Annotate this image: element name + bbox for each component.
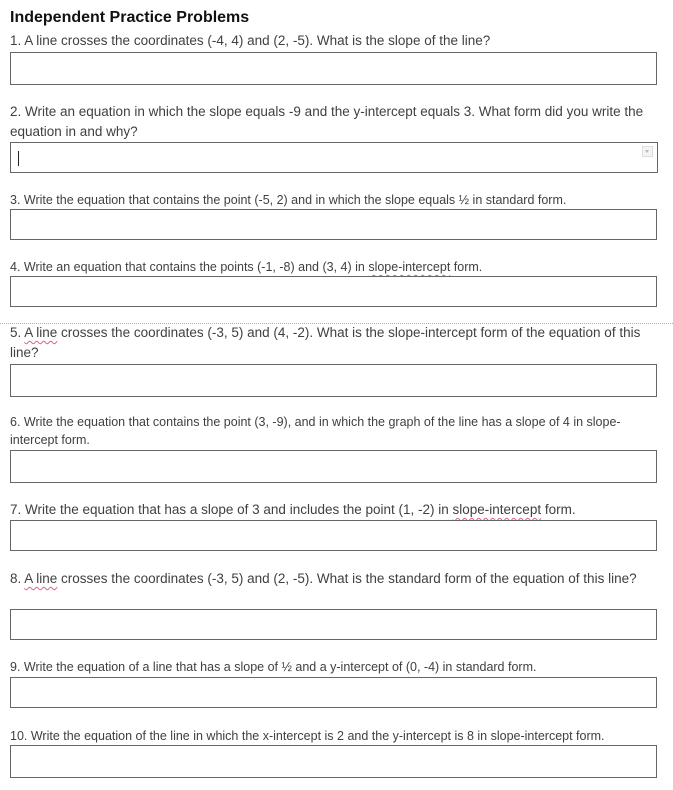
question-7-text xyxy=(10,500,660,520)
question-7-text-part-a: 7. Write the equation that has a slope of 3 and includes the point (1, -2) in xyxy=(10,502,453,517)
question-8-flagged-word: A line xyxy=(24,571,58,586)
question-3-text: 3. Write the equation that contains the point (-5, 2) and in which the slope equals ½ in standard form. xyxy=(10,193,567,207)
question-5-text-part-a: 5. xyxy=(10,325,25,340)
question-7-text-part-c: form. xyxy=(541,502,576,517)
answer-8-input[interactable] xyxy=(10,609,657,640)
answer-5-input[interactable] xyxy=(10,364,657,397)
scroll-down-icon[interactable] xyxy=(642,146,653,157)
question-8-text xyxy=(10,569,660,589)
question-9-text: 9. Write the equation of a line that has a slope of ½ and a y-intercept of (0, -4) in standard form. xyxy=(10,660,537,674)
answer-10-input[interactable] xyxy=(10,745,657,778)
answer-1-input[interactable] xyxy=(10,52,657,85)
question-5-text-part-c: crosses the coordinates (-3, 5) and (4, -2). What is the slope-intercept form of the equation of this line? xyxy=(10,325,641,360)
page-title: Independent Practice Problems xyxy=(10,9,250,26)
answer-3-input[interactable] xyxy=(10,209,657,240)
question-10-text: 10. Write the equation of the line in which the x-intercept is 2 and the y-intercept is 8 in slope-intercept form. xyxy=(10,729,605,743)
answer-6-input[interactable] xyxy=(10,450,657,483)
question-4-text-part-a: 4. Write an equation that contains the points (-1, -8) and (3, 4) in xyxy=(10,260,369,274)
answer-2-input[interactable] xyxy=(10,142,658,173)
question-5-flagged-word: A line xyxy=(24,325,58,340)
question-4-flagged-word: slope-intercept xyxy=(368,260,451,274)
question-2-text: 2. Write an equation in which the slope equals -9 and the y-intercept equals 3. What form did you write the equation in and why? xyxy=(10,104,644,139)
question-4-text xyxy=(10,258,660,276)
question-6-text: 6. Write the equation that contains the point (3, -9), and in which the graph of the line has a slope of 4 in slope-intercept form. xyxy=(10,415,621,447)
question-5-text xyxy=(10,323,660,363)
text-cursor xyxy=(18,151,19,166)
answer-7-input[interactable] xyxy=(10,520,657,551)
question-1-text: 1. A line crosses the coordinates (-4, 4) and (2, -5). What is the slope of the line? xyxy=(10,33,491,48)
answer-9-input[interactable] xyxy=(10,677,657,708)
question-8-text-part-c: crosses the coordinates (-3, 5) and (2, -5). What is the standard form of the equation of this line? xyxy=(57,571,637,586)
question-4-text-part-c: form. xyxy=(450,260,483,274)
question-8-text-part-a: 8. xyxy=(10,571,25,586)
answer-4-input[interactable] xyxy=(10,276,657,307)
question-7-flagged-word: slope-intercept xyxy=(452,502,542,517)
